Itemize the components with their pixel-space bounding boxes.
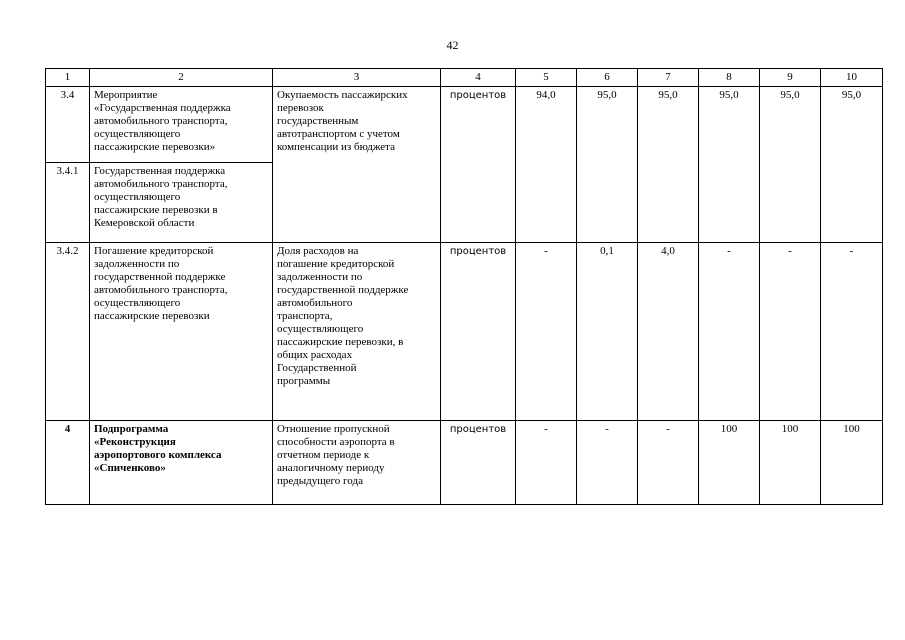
column-header: 1 — [46, 69, 90, 87]
table-row — [46, 87, 883, 163]
column-header: 8 — [699, 69, 760, 87]
row-value: - — [760, 243, 821, 421]
row-indicator: Окупаемость пассажирских перевозок государственным автотранспортом с учетом компенсации из бюджета — [273, 87, 441, 243]
row-number: 3.4 — [46, 87, 90, 163]
row-value: 95,0 — [821, 87, 883, 243]
column-header: 10 — [821, 69, 883, 87]
page-number: 42 — [446, 38, 459, 52]
row-name: Государственная поддержка автомобильного транспорта, осуществляющего пассажирские перевозки в Кемеровской области — [90, 163, 273, 243]
row-number: 4 — [46, 421, 90, 505]
row-name: Подпрограмма «Реконструкция аэропортового комплекса «Спиченково» — [90, 421, 273, 505]
row-number: 3.4.1 — [46, 163, 90, 243]
column-header: 3 — [273, 69, 441, 87]
column-header: 5 — [516, 69, 577, 87]
row-value: 4,0 — [638, 243, 699, 421]
row-unit: процентов — [441, 421, 516, 505]
column-header: 4 — [441, 69, 516, 87]
row-indicator: Отношение пропускной способности аэропорта в отчетном периоде к аналогичному периоду предыдущего года — [273, 421, 441, 505]
row-value: 95,0 — [699, 87, 760, 243]
row-number: 3.4.2 — [46, 243, 90, 421]
table-row — [46, 243, 883, 421]
row-value: - — [638, 421, 699, 505]
column-header: 6 — [577, 69, 638, 87]
row-value: 100 — [699, 421, 760, 505]
row-value: 100 — [760, 421, 821, 505]
row-value: - — [516, 421, 577, 505]
row-name: Мероприятие «Государственная поддержка автомобильного транспорта, осуществляющего пассажирские перевозки» — [90, 87, 273, 163]
row-value: - — [699, 243, 760, 421]
row-value: 95,0 — [638, 87, 699, 243]
column-header: 2 — [90, 69, 273, 87]
row-value: 95,0 — [760, 87, 821, 243]
column-header: 9 — [760, 69, 821, 87]
row-value: - — [821, 243, 883, 421]
indicators-table — [45, 68, 883, 505]
row-indicator: Доля расходов на погашение кредиторской задолженности по государственной поддержке автомобильного транспорта, осуществляющего пассажирские перевозки, в общих расходах Государственной программы — [273, 243, 441, 421]
row-value: - — [577, 421, 638, 505]
row-value: - — [516, 243, 577, 421]
column-number-row — [46, 69, 883, 87]
table-row — [46, 421, 883, 505]
column-header: 7 — [638, 69, 699, 87]
row-name: Погашение кредиторской задолженности по государственной поддержке автомобильного транспорта, осуществляющего пассажирские перевозки — [90, 243, 273, 421]
row-value: 95,0 — [577, 87, 638, 243]
row-unit: процентов — [441, 243, 516, 421]
row-unit: процентов — [441, 87, 516, 243]
row-value: 0,1 — [577, 243, 638, 421]
row-value: 100 — [821, 421, 883, 505]
row-value: 94,0 — [516, 87, 577, 243]
